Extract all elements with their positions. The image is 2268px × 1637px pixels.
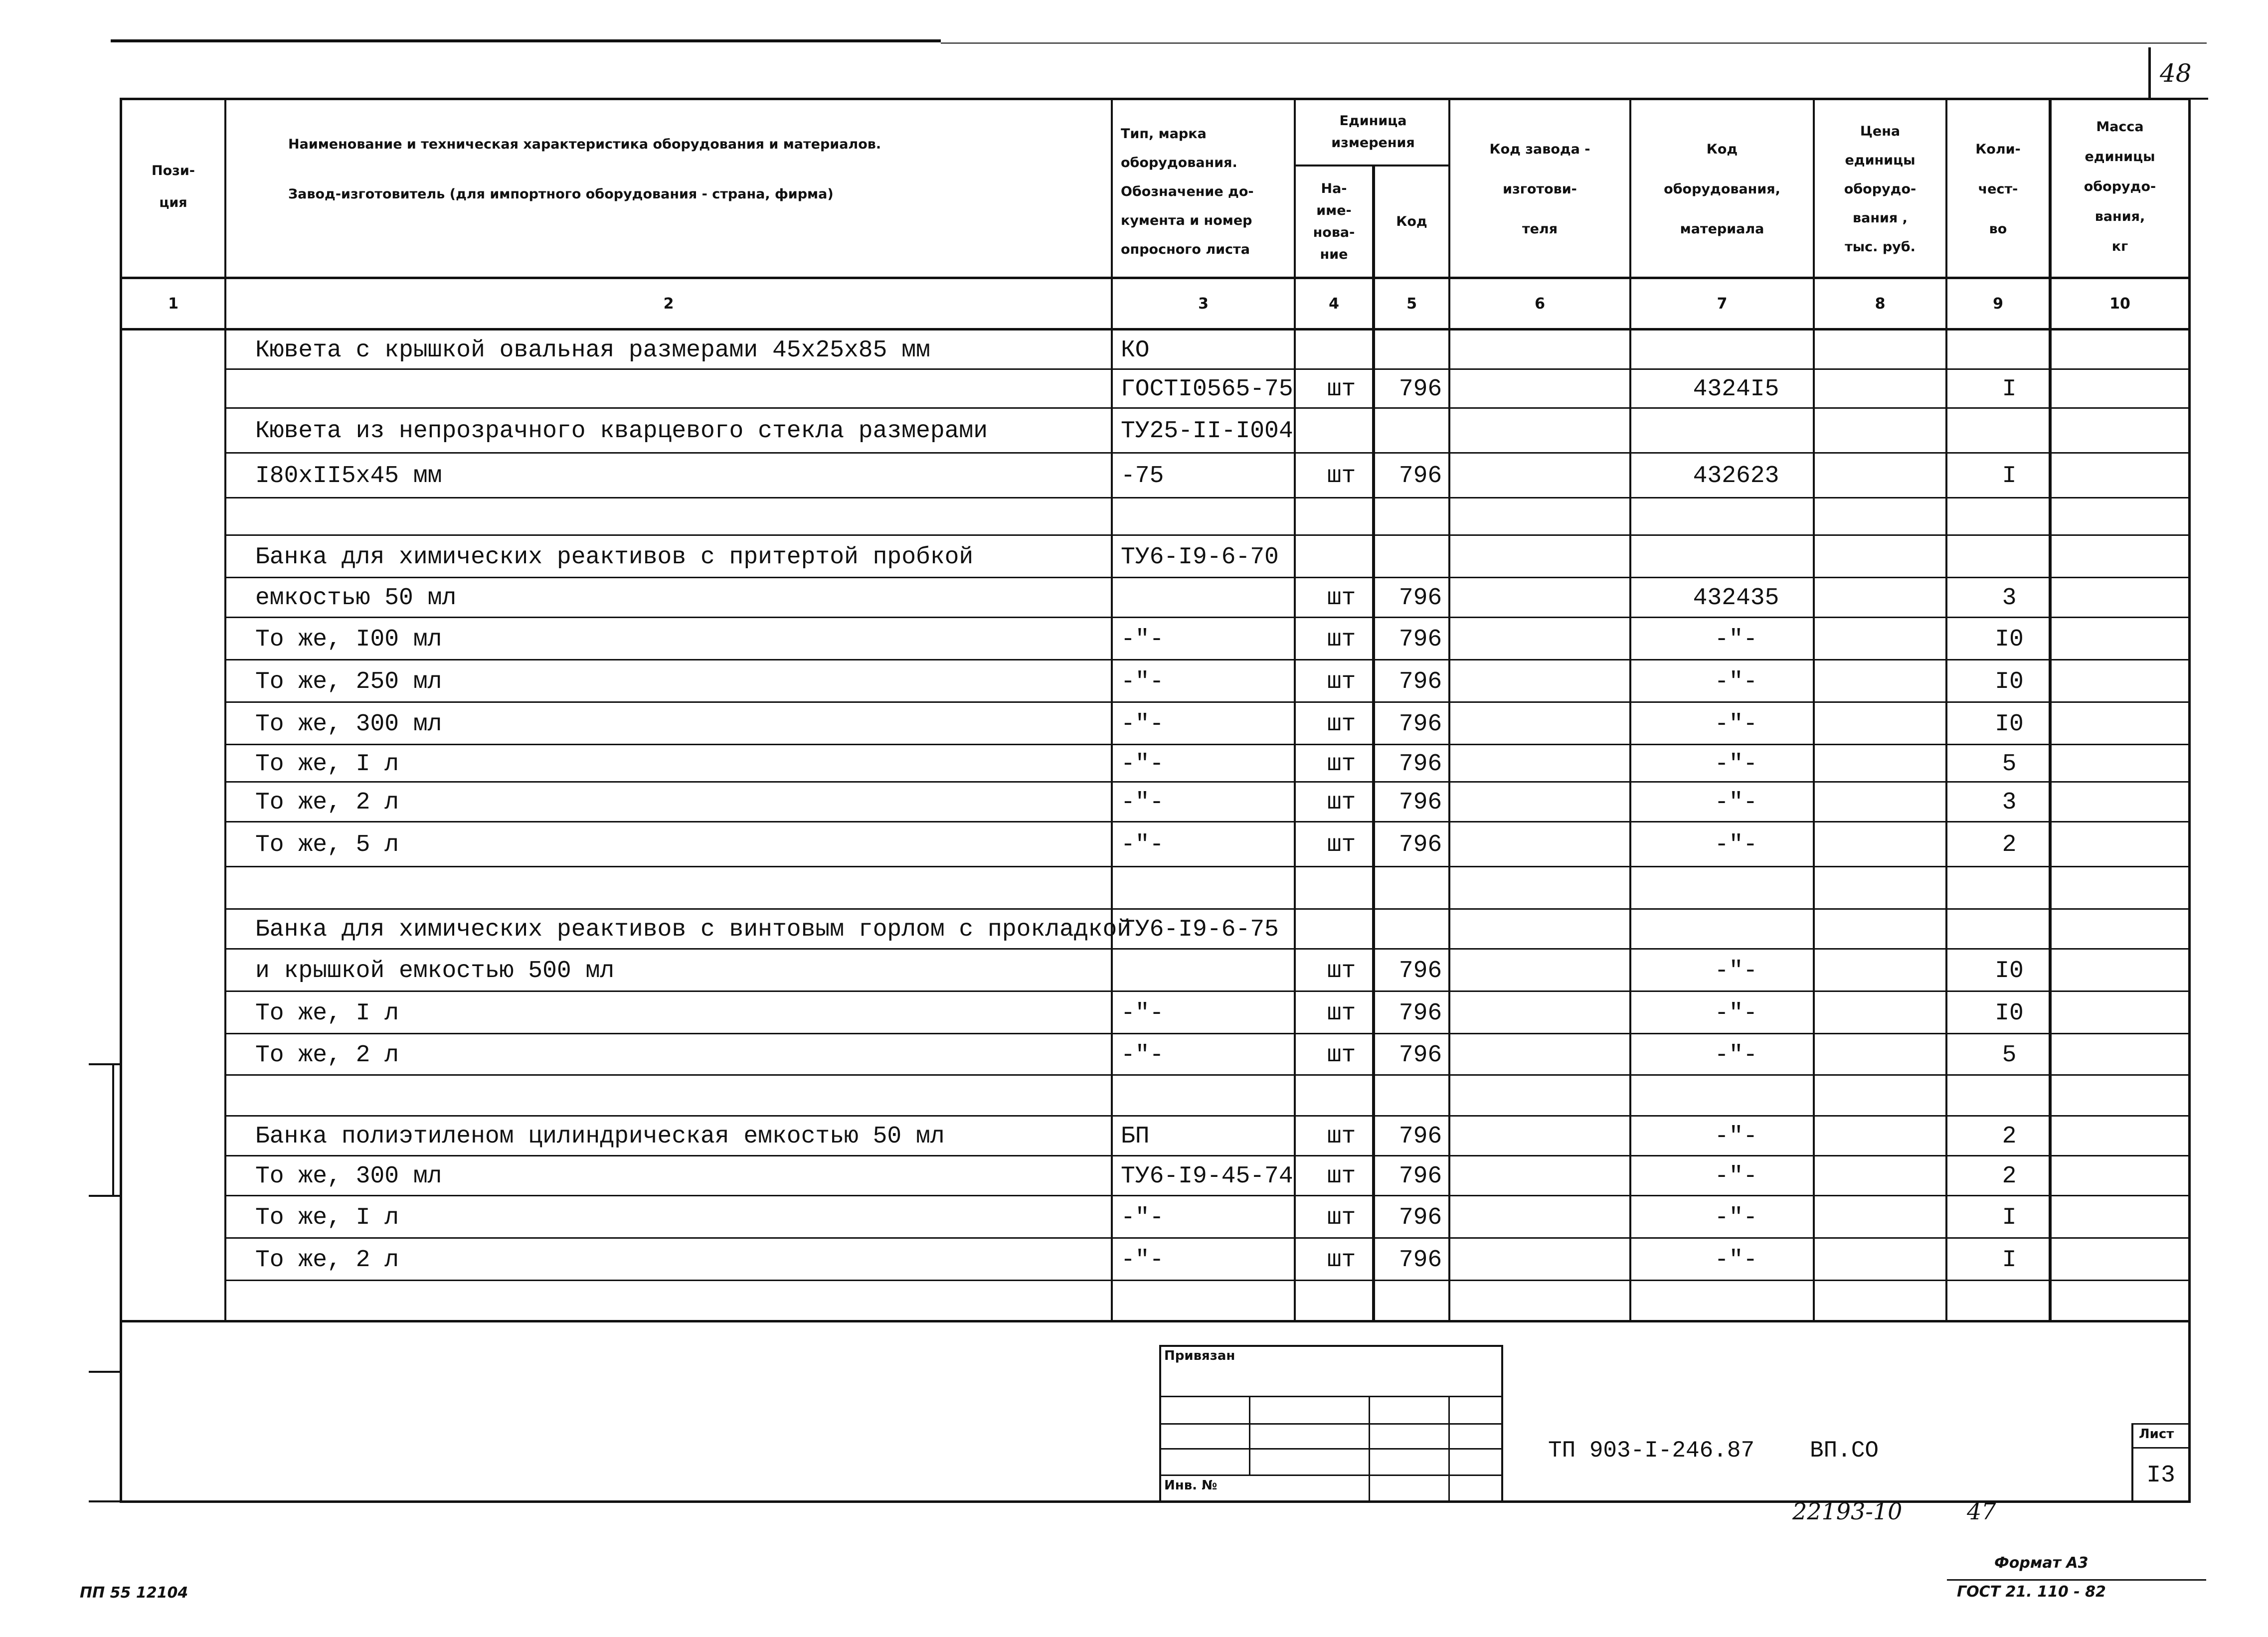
footer-rule	[1947, 1579, 2206, 1581]
row-divider	[226, 617, 2188, 618]
item-unit-code	[1381, 867, 1460, 910]
item-unit-code: 796	[1398, 1041, 1442, 1069]
item-name: То же, 2 л	[255, 789, 399, 816]
row-divider	[226, 1074, 2188, 1076]
item-type: ТУ6-I9-6-75	[1121, 916, 1279, 943]
item-type: -"-	[1121, 750, 1164, 778]
item-unit: шт	[1327, 1163, 1356, 1190]
item-material-code: -"-	[1714, 710, 1758, 738]
header-name: Наименование и техническая характеристика оборудования и материалов. Завод-изготовитель (для импортного оборудования - страна, фирма)	[288, 137, 881, 202]
item-name: Кювета из непрозрачного кварцевого стекла размерами	[255, 418, 988, 445]
item-unit: шт	[1327, 1246, 1356, 1274]
item-material-code: -"-	[1714, 831, 1758, 858]
col-number: 10	[2109, 295, 2130, 313]
stamp-line	[1159, 1345, 1503, 1347]
item-unit: шт	[1327, 585, 1356, 612]
item-material-code: -"-	[1714, 999, 1758, 1027]
item-type: -"-	[1121, 789, 1164, 816]
item-material-code: 432623	[1693, 463, 1779, 490]
handwritten-page: 47	[1967, 1498, 1996, 1525]
item-quantity: I	[2002, 376, 2017, 403]
stamp-line	[1159, 1474, 1503, 1476]
binding-mark	[112, 1063, 114, 1197]
item-unit: шт	[1327, 831, 1356, 858]
item-unit	[1302, 867, 1381, 910]
item-material-code: 4324I5	[1693, 376, 1779, 403]
item-type: ТУ25-II-I004	[1121, 418, 1293, 445]
item-unit	[1302, 409, 1381, 454]
item-unit-code	[1381, 498, 1460, 536]
stamp-line	[1159, 1448, 1503, 1450]
item-unit	[1302, 330, 1381, 370]
row-divider	[226, 781, 2188, 783]
item-type: ТУ6-I9-45-74	[1121, 1163, 1293, 1190]
col-number: 9	[1993, 295, 2003, 313]
item-material-code	[1644, 867, 1828, 910]
item-unit-code	[1381, 536, 1460, 578]
stamp-section: ВП.СО	[1810, 1438, 1879, 1464]
row-divider	[226, 659, 2188, 660]
table-top-border	[120, 98, 2191, 100]
item-unit: шт	[1327, 1041, 1356, 1069]
item-quantity: I0	[1995, 710, 2024, 738]
item-unit-code	[1381, 1076, 1460, 1117]
page-number-frame	[2148, 47, 2151, 99]
item-name: То же, 300 мл	[255, 710, 442, 738]
col-number: 2	[663, 295, 674, 313]
item-type: -"-	[1121, 831, 1164, 858]
item-type: -"-	[1121, 999, 1164, 1027]
item-material-code	[1644, 498, 1828, 536]
row-divider	[226, 1033, 2188, 1034]
item-quantity: 3	[2002, 789, 2017, 816]
item-unit-code: 796	[1398, 1204, 1442, 1231]
frame-right-border	[2188, 98, 2191, 1503]
item-quantity: 5	[2002, 1041, 2017, 1069]
item-quantity: 2	[2002, 1163, 2017, 1190]
item-quantity: I0	[1995, 626, 2024, 653]
col-number: 8	[1875, 295, 1886, 313]
row-divider	[226, 1280, 2188, 1281]
col-number: 4	[1329, 295, 1339, 313]
stamp-designation: ТП 903-I-246.87	[1548, 1438, 1755, 1464]
row-divider	[226, 866, 2188, 867]
binding-mark	[89, 1195, 120, 1197]
item-material-code: -"-	[1714, 1246, 1758, 1274]
item-type: -"-	[1121, 668, 1164, 695]
item-quantity: 3	[2002, 585, 2017, 612]
item-name: То же, I00 мл	[255, 626, 442, 653]
stamp-line	[1159, 1345, 1161, 1502]
item-quantity: 5	[2002, 750, 2017, 778]
item-name: емкостью 50 мл	[255, 585, 457, 612]
item-quantity: I	[2002, 1204, 2017, 1231]
col-number: 1	[168, 295, 178, 313]
top-rule-thin	[941, 42, 2207, 44]
item-quantity	[1957, 498, 2062, 536]
row-divider	[226, 701, 2188, 703]
sheet-box-line	[2131, 1423, 2191, 1425]
item-name: То же, 2 л	[255, 1041, 399, 1069]
item-name: То же, 2 л	[255, 1246, 399, 1274]
item-type: -"-	[1121, 1204, 1164, 1231]
item-unit	[1302, 1076, 1381, 1117]
item-material-code: -"-	[1714, 1204, 1758, 1231]
item-quantity: 2	[2002, 1123, 2017, 1150]
col-number: 3	[1198, 295, 1209, 313]
row-divider	[226, 497, 2188, 498]
footer-standard: ГОСТ 21. 110 - 82	[1957, 1583, 2106, 1601]
item-type: БП	[1121, 1123, 1150, 1150]
col-number: 7	[1717, 295, 1728, 313]
item-unit: шт	[1327, 1123, 1356, 1150]
sheet-label: Лист	[2139, 1427, 2174, 1442]
item-type: -"-	[1121, 1246, 1164, 1274]
item-quantity	[1957, 409, 2062, 454]
item-unit: шт	[1327, 626, 1356, 653]
item-unit-code: 796	[1398, 1123, 1442, 1150]
item-material-code	[1644, 1076, 1828, 1117]
col-number: 6	[1535, 295, 1545, 313]
item-type: -"-	[1121, 1041, 1164, 1069]
item-material-code	[1644, 330, 1828, 370]
item-name: То же, I л	[255, 1204, 399, 1231]
item-quantity: 2	[2002, 831, 2017, 858]
item-unit-code: 796	[1398, 626, 1442, 653]
item-material-code: -"-	[1714, 626, 1758, 653]
item-unit-code	[1381, 330, 1460, 370]
item-name: То же, 5 л	[255, 831, 399, 858]
header-unit-name: На- име- нова- ние	[1313, 180, 1355, 262]
binding-mark	[89, 1371, 120, 1373]
item-material-code: -"-	[1714, 957, 1758, 984]
item-unit-code	[1381, 409, 1460, 454]
item-type: ГОСТI0565-75	[1121, 376, 1293, 403]
item-name: Кювета с крышкой овальная размерами 45х25х85 мм	[255, 336, 930, 364]
item-material-code: 432435	[1693, 585, 1779, 612]
item-unit-code: 796	[1398, 957, 1442, 984]
binding-mark	[89, 1063, 120, 1065]
item-material-code: -"-	[1714, 1041, 1758, 1069]
header-unit-group: Единица измерения	[1331, 113, 1415, 151]
stamp-line	[1159, 1423, 1503, 1425]
sheet-box-line	[2131, 1447, 2191, 1449]
row-divider	[226, 1237, 2188, 1239]
item-unit-code: 796	[1398, 831, 1442, 858]
item-unit: шт	[1327, 957, 1356, 984]
item-name: То же, 250 мл	[255, 668, 442, 695]
table-bottom-border	[120, 1320, 2191, 1322]
item-unit-code: 796	[1398, 750, 1442, 778]
stamp-inventory-label: Инв. №	[1164, 1478, 1218, 1493]
item-material-code	[1644, 910, 1828, 950]
item-type: -"-	[1121, 626, 1164, 653]
header-factory-code: Код завода - изготови- теля	[1489, 142, 1590, 237]
item-unit-code	[1381, 910, 1460, 950]
item-unit-code: 796	[1398, 710, 1442, 738]
handwritten-doc-number: 22193-10	[1792, 1498, 1903, 1525]
stamp-line	[1369, 1396, 1370, 1502]
item-name: Банка полиэтиленом цилиндрическая емкостью 50 мл	[255, 1123, 945, 1150]
header-material-code: Код оборудования, материала	[1664, 142, 1780, 237]
binding-mark	[89, 1500, 120, 1502]
item-unit-code: 796	[1398, 585, 1442, 612]
item-material-code	[1644, 409, 1828, 454]
item-unit-code: 796	[1398, 1163, 1442, 1190]
row-divider	[226, 821, 2188, 822]
item-material-code: -"-	[1714, 750, 1758, 778]
item-quantity	[1957, 910, 2062, 950]
item-quantity	[1957, 536, 2062, 578]
item-name: Банка для химических реактивов с винтовым горлом с прокладкой	[255, 916, 1132, 943]
item-quantity	[1957, 330, 2062, 370]
header-quantity: Коли- чест- во	[1975, 142, 2021, 237]
item-unit: шт	[1327, 999, 1356, 1027]
item-name: I80хII5х45 мм	[255, 463, 442, 490]
item-unit-code: 796	[1398, 463, 1442, 490]
item-material-code: -"-	[1714, 668, 1758, 695]
item-unit	[1302, 498, 1381, 536]
item-name: и крышкой емкостью 500 мл	[255, 957, 615, 984]
item-unit-code: 796	[1398, 789, 1442, 816]
item-quantity: I0	[1995, 999, 2024, 1027]
stamp-attached-label: Привязан	[1164, 1348, 1235, 1363]
item-unit-code: 796	[1398, 1246, 1442, 1274]
item-type: -75	[1121, 463, 1164, 490]
item-material-code: -"-	[1714, 1123, 1758, 1150]
item-unit-code: 796	[1398, 999, 1442, 1027]
item-unit: шт	[1327, 463, 1356, 490]
item-unit: шт	[1327, 750, 1356, 778]
top-rule	[111, 39, 941, 42]
item-unit: шт	[1327, 668, 1356, 695]
item-material-code: -"-	[1714, 1163, 1758, 1190]
header-type: Тип, марка оборудования. Обозначение до- кумента и номер опросного листа	[1121, 126, 1254, 257]
header-unit-code: Код	[1396, 213, 1427, 229]
item-unit-code: 796	[1398, 668, 1442, 695]
item-unit: шт	[1327, 376, 1356, 403]
page-number: 48	[2160, 59, 2192, 88]
footer-print-code: ПП 55 12104	[80, 1584, 188, 1602]
item-material-code	[1644, 536, 1828, 578]
item-unit	[1302, 536, 1381, 578]
footer-format: Формат А3	[1994, 1554, 2089, 1572]
item-quantity: I0	[1995, 957, 2024, 984]
item-quantity: I0	[1995, 668, 2024, 695]
header-mass: Масса единицы оборудо- вания, кг	[2084, 119, 2156, 254]
item-quantity: I	[2002, 463, 2017, 490]
item-unit: шт	[1327, 1204, 1356, 1231]
item-unit: шт	[1327, 710, 1356, 738]
sheet-number: I3	[2146, 1462, 2175, 1489]
stamp-line	[1501, 1345, 1503, 1502]
col-number: 5	[1406, 295, 1417, 313]
item-unit: шт	[1327, 789, 1356, 816]
item-unit	[1302, 910, 1381, 950]
item-type: КО	[1121, 336, 1150, 364]
row-divider	[226, 744, 2188, 745]
item-type: -"-	[1121, 710, 1164, 738]
item-quantity	[1957, 867, 2062, 910]
item-name: Банка для химических реактивов с притертой пробкой	[255, 543, 974, 571]
item-type: ТУ6-I9-6-70	[1121, 543, 1279, 571]
item-quantity: I	[2002, 1246, 2017, 1274]
item-name: То же, I л	[255, 750, 399, 778]
item-name: То же, I л	[255, 999, 399, 1027]
stamp-line	[1448, 1396, 1450, 1502]
item-unit-code: 796	[1398, 376, 1442, 403]
stamp-line	[1159, 1396, 1503, 1397]
item-material-code: -"-	[1714, 789, 1758, 816]
stamp-line	[1249, 1396, 1250, 1474]
header-position: Пози- ция	[152, 163, 195, 210]
item-quantity	[1957, 1076, 2062, 1117]
header-price: Цена единицы оборудо- вания , тыс. руб.	[1844, 124, 1917, 255]
item-name: То же, 300 мл	[255, 1163, 442, 1190]
